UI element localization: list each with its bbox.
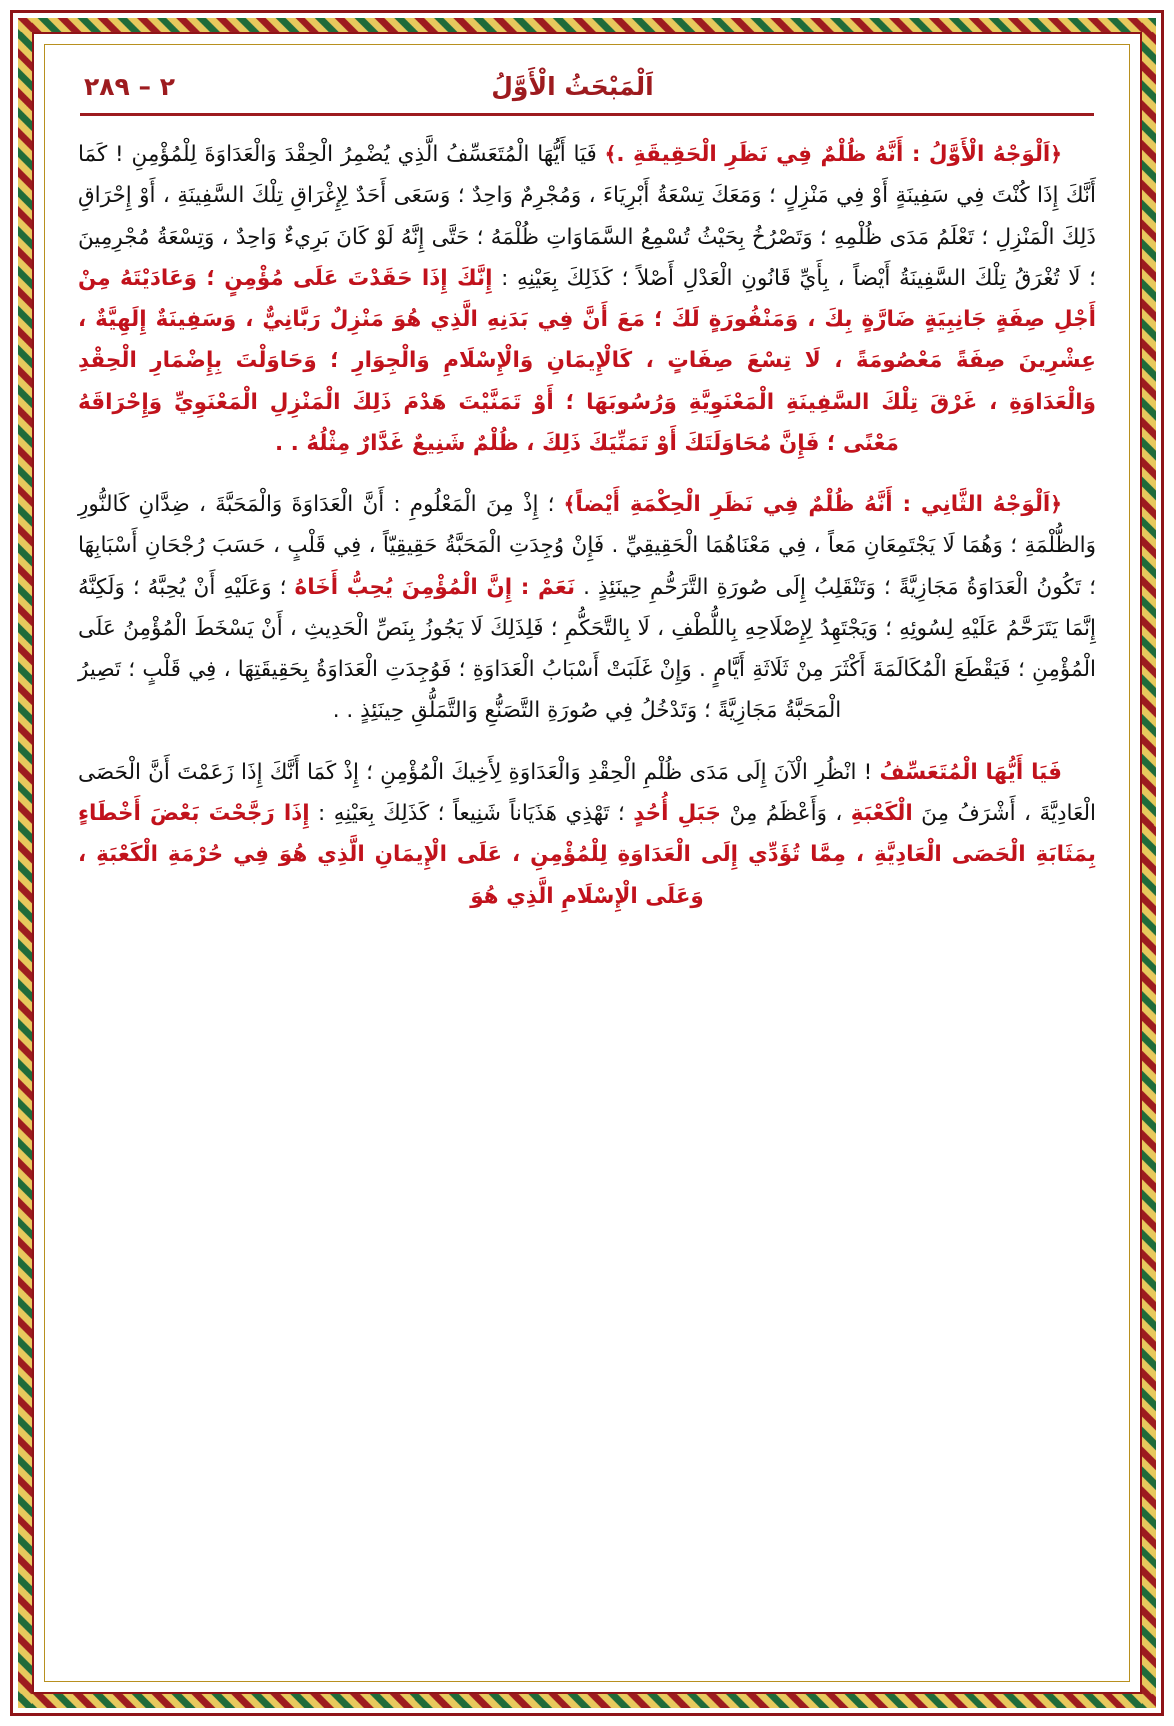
ornament-marker-icon: ﴿ (1050, 142, 1062, 166)
body-sentence: ؛ وَعَلَيْهِ أَنْ يُحِبَّهُ ؛ وَلَكِنَّهُ إِنَّمَا يَتَرَحَّمُ عَلَيْهِ لِسُوئِهِ ؛ وَيَجْتَهِدُ لِإِصْلَاحِهِ بِاللُّطْفِ ، لَا بِالتَّحَكُّمِ ؛ فَلِذَلِكَ لَا يَجُوزُ بِنَصِّ الْحَدِيثِ ، أَنْ يَسْخَطَ الْمُؤْمِنُ عَلَى الْمُؤْمِنِ ؛ فَيَقْطَعَ الْمُكَالَمَةَ أَكْثَرَ مِنْ ثَلَاثَةِ أَيَّامٍ . وَإِنْ غَلَبَتْ أَسْبَابُ الْعَدَاوَةِ ؛ فَوُجِدَتِ الْعَدَاوَةُ بِحَقِيقَتِهَا ، فِي قَلْبٍ ؛ تَصِيرُ الْمَحَبَّةُ مَجَازِيَّةً ؛ وَتَدْخُلُ فِي صُورَةِ التَّصَنُّعِ وَالتَّمَلُّقِ حِينَئِذٍ . . (78, 574, 1096, 724)
highlighted-text: إِنَّكَ إِذَا حَقَدْتَ عَلَى مُؤْمِنٍ ؛ وَعَادَيْتَهُ مِنْ أَجْلِ صِفَةٍ جَانِبِيَةٍ ضَارَّةٍ بِكَ ، وَمَنْفُورَةٍ لَكَ ؛ مَعَ أَنَّ فِي بَدَنِهِ الَّذِي هُوَ مَنْزِلٌ رَبَّانِيٌّ ، وَسَفِينَةٌ إِلَهِيَّةٌ ، عِشْرِينَ صِفَةً مَعْصُومَةً ، لَا تِسْعَ صِفَاتٍ ، كَالْإِيمَانِ وَالْإِسْلَامِ وَالْجِوَارِ ؛ وَحَاوَلْتَ بِإِضْمَارِ الْحِقْدِ وَالْعَدَاوَةِ ، غَرْقَ تِلْكَ السَّفِينَةِ الْمَعْنَوِيَّةِ وَرُسُوبَهَا ؛ أَوْ تَمَنَّيْتَ هَدْمَ ذَلِكَ الْمَنْزِلِ الْمَعْنَوِيِّ وَإِحْرَاقَهُ مَعْنًى ؛ فَإِنَّ مُحَاوَلَتَكَ أَوْ تَمَنِّيَكَ ذَلِكَ ، ظُلْمٌ شَنِيعٌ غَدَّارٌ مِثْلُهُ . . (78, 265, 1096, 456)
ornament-marker-icon: ﴾ (563, 492, 576, 517)
body-sentence: ؛ إِذْ مِنَ الْمَعْلُومِ : أَنَّ الْعَدَاوَةَ وَالْمَحَبَّةَ ، ضِدَّانِ كَالنُّورِ وَالظُّلْمَةِ ؛ وَهُمَا لَا يَجْتَمِعَانِ مَعاً ، فِي مَعْنَاهُمَا الْحَقِيقِيِّ . فَإِنْ وُجِدَتِ الْمَحَبَّةُ حَقِيقِيّاً ، فِي قَلْبٍ ، حَسَبَ رُجْحَانِ أَسْبَابِهَا ؛ تَكُونُ الْعَدَاوَةُ مَجَازِيَّةً ؛ وَتَنْقَلِبُ إِلَى صُورَةِ التَّرَحُّمِ حِينَئِذٍ . (78, 492, 1096, 600)
page-header (78, 72, 1096, 107)
highlighted-text: اَلْوَجْهُ الثَّانِي : أَنَّهُ ظُلْمٌ فِي نَظَرِ الْحِكْمَةِ أَيْضاً (575, 492, 1051, 518)
body-sentence: ، وَأَعْظَمُ مِنْ (721, 800, 851, 826)
body-sentence: ! انْظُرِ الْآنَ إِلَى مَدَى ظُلْمِ الْحِقْدِ وَالْعَدَاوَةِ لِأَخِيكَ الْمُؤْمِنِ ؛ إِذْ كَمَا أَنَّكَ إِذَا زَعَمْتَ أَنَّ الْحَصَى الْعَادِيَّةَ ، أَشْرَفُ مِنَ (78, 759, 1096, 826)
highlighted-text: فَيَا أَيُّهَا الْمُتَعَسِّفُ (879, 759, 1062, 785)
body-sentence: فَيَا أَيُّهَا الْمُتَعَسِّفُ الَّذِي يُضْمِرُ الْحِقْدَ وَالْعَدَاوَةَ لِلْمُؤْمِنِ ! كَمَا أَنَّكَ إِذَا كُنْتَ فِي سَفِينَةٍ أَوْ فِي مَنْزِلٍ ؛ وَمَعَكَ تِسْعَةُ أَبْرِيَاءَ ، وَمُجْرِمٌ وَاحِدٌ ؛ وَسَعَى أَحَدٌ لِإِغْرَاقِ تِلْكَ السَّفِينَةِ ، أَوْ إِحْرَاقِ ذَلِكَ الْمَنْزِلِ ؛ تَعْلَمُ مَدَى ظُلْمِهِ ؛ وَتَصْرُخُ بِحَيْثُ تُسْمِعُ السَّمَاوَاتِ ظُلْمَهُ ؛ حَتَّى إِنَّهُ لَوْ كَانَ بَرِيءٌ وَاحِدٌ ، وَتِسْعَةُ مُجْرِمِينَ ؛ لَا تُغْرَقُ تِلْكَ السَّفِينَةُ أَيْضاً ، بِأَيِّ قَانُونِ الْعَدْلِ أَصْلاً ؛ كَذَلِكَ بِعَيْنِهِ : (78, 142, 1097, 291)
ornament-marker-icon: ﴾ (604, 142, 617, 166)
ornament-marker-icon: ﴿ (1050, 492, 1062, 517)
highlighted-text: إِذَا رَجَّحْتَ بَعْضَ أَخْطَاءٍ بِمَثَابَةِ الْحَصَى الْعَادِيَّةِ ، مِمَّا تُؤَدِّي إِلَى الْعَدَاوَةِ لِلْمُؤْمِنِ ، عَلَى الْإِيمَانِ الَّذِي هُوَ فِي حُرْمَةِ الْكَعْبَةِ ، وَعَلَى الْإِسْلَامِ الَّذِي هُوَ (78, 800, 1096, 909)
highlighted-text: الْكَعْبَةِ (850, 800, 913, 826)
highlighted-text: نَعَمْ : إِنَّ الْمُؤْمِنَ يُحِبُّ أَخَاهُ (294, 574, 576, 600)
paragraph (78, 134, 1096, 464)
highlighted-text: جَبَلِ أُحُدٍ (633, 800, 722, 826)
paragraph (78, 752, 1096, 917)
body-sentence: ؛ تَهْذِي هَذَيَاناً شَنِيعاً ؛ كَذَلِكَ بِعَيْنِهِ : (309, 800, 634, 826)
highlighted-text: اَلْوَجْهُ الْأَوَّلُ : أَنَّهُ ظُلْمٌ فِي نَظَرِ الْحَقِيقَةِ . (616, 142, 1051, 167)
page-content (56, 56, 1118, 1670)
page-title: اَلْمَبْحَثُ الْأَوَّلُ (491, 72, 654, 101)
page-number: ٢ – ٢٨٩ (84, 72, 175, 101)
paragraph (78, 484, 1096, 732)
header-divider (80, 113, 1094, 116)
body-text (78, 134, 1096, 917)
